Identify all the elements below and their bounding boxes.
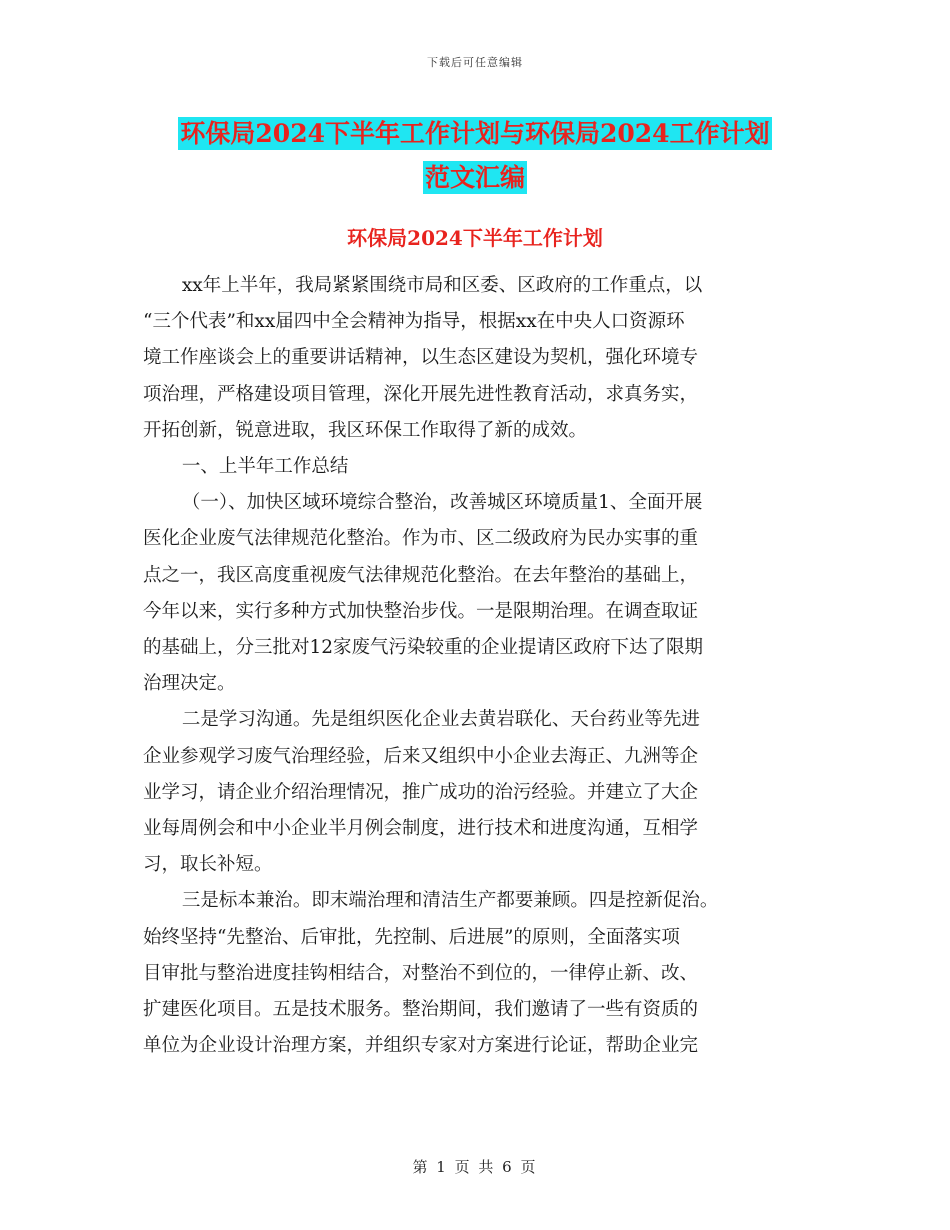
paragraph: [143, 883, 813, 1064]
text-line: 业每周例会和中小企业半月例会制度，进行技术和进度沟通，互相学: [143, 818, 699, 840]
text-line: 的基础上，分三批对12家废气污染较重的企业提请区政府下达了限期: [143, 637, 704, 659]
section-title: 环保局2024下半年工作计划: [347, 226, 603, 250]
text-line: 境工作座谈会上的重要讲话精神，以生态区建设为契机，强化环境专: [143, 347, 699, 369]
text-line: 二是学习沟通。先是组织医化企业去黄岩联化、天台药业等先进: [181, 709, 700, 731]
page-footer: 第 1 页 共 6 页: [412, 1158, 538, 1176]
text-line: 三是标本兼治。即末端治理和清洁生产都要兼顾。四是控新促治。: [181, 890, 719, 912]
header-note: 下载后可任意编辑: [427, 56, 523, 69]
text-line: 治理决定。: [143, 673, 236, 695]
text-line: 习，取长补短。: [143, 854, 273, 876]
text-line: 点之一，我区高度重视废气法律规范化整治。在去年整治的基础上，: [143, 564, 699, 586]
text-line: 一、上半年工作总结: [181, 456, 349, 478]
text-line: 业学习，请企业介绍治理情况，推广成功的治污经验。并建立了大企: [143, 781, 699, 803]
main-title-line-2: 范文汇编: [424, 163, 525, 192]
main-title: [0, 112, 950, 200]
text-line: 单位为企业设计治理方案，并组织专家对方案进行论证，帮助企业完: [143, 1035, 699, 1057]
text-line: （一）、加快区域环境综合整治，改善城区环境质量1、全面开展: [181, 492, 703, 514]
text-line: 企业参观学习废气治理经验，后来又组织中小企业去海正、九洲等企: [143, 745, 699, 767]
text-line: 医化企业废气法律规范化整治。作为市、区二级政府为民办实事的重: [143, 528, 699, 550]
text-line: 项治理，严格建设项目管理，深化开展先进性教育活动，求真务实，: [143, 383, 699, 405]
text-line: 目审批与整治进度挂钩相结合，对整治不到位的，一律停止新、改、: [143, 962, 699, 984]
main-title-line-1: 环保局2024下半年工作计划与环保局2024工作计划: [180, 119, 770, 148]
text-line: 始终坚持“先整治、后审批，先控制、后进展”的原则，全面落实项: [143, 926, 680, 948]
text-line: xx年上半年，我局紧紧围绕市局和区委、区政府的工作重点，以: [181, 275, 703, 296]
body-text: [143, 268, 813, 1064]
text-line: 开拓创新，锐意进取，我区环保工作取得了新的成效。: [143, 419, 588, 441]
text-line: “三个代表”和xx届四中全会精神为指导，根据xx在中央人口资源环: [143, 311, 685, 333]
paragraph: [143, 449, 813, 485]
paragraph: [143, 702, 813, 883]
text-line: 扩建医化项目。五是技术服务。整治期间，我们邀请了一些有资质的: [143, 999, 699, 1021]
paragraph: [143, 268, 813, 449]
paragraph: [143, 485, 813, 702]
text-line: 今年以来，实行多种方式加快整治步伐。一是限期治理。在调查取证: [143, 600, 699, 622]
